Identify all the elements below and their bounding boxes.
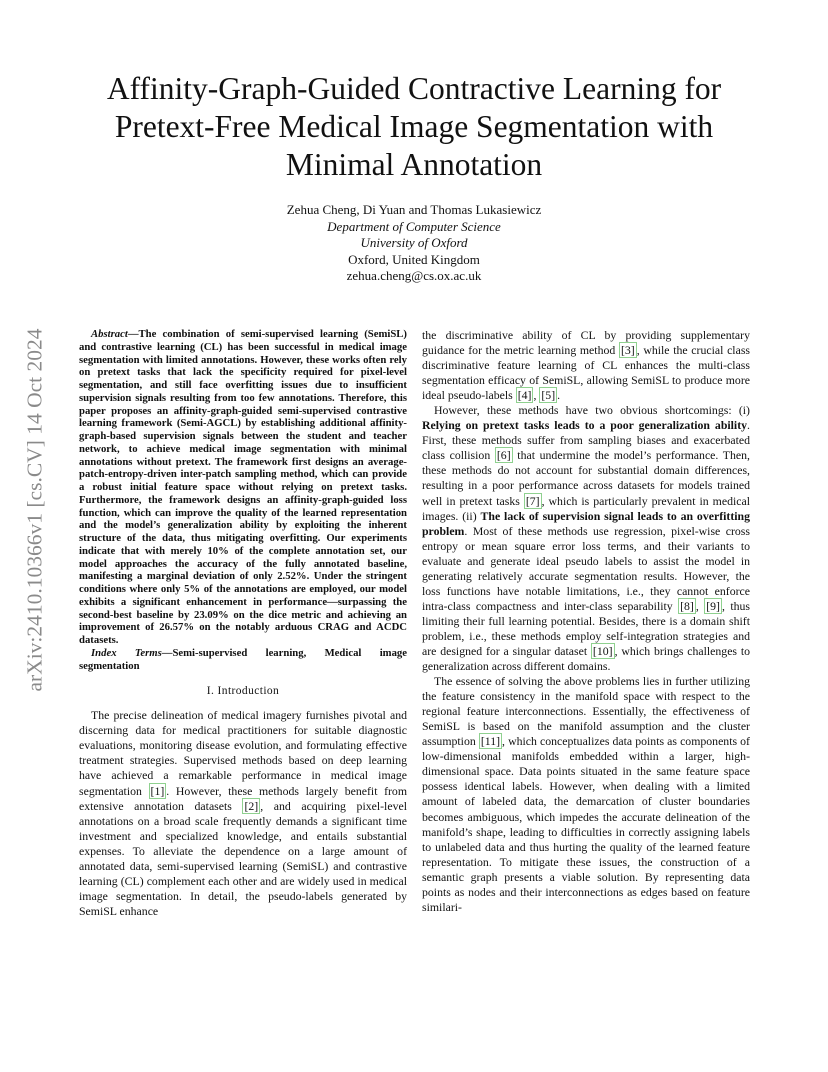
section-heading: I. Introduction [206, 685, 280, 698]
index-terms-text: —Semi-supervised learning, Medical image segmentation [79, 646, 407, 672]
university: University of Oxford [360, 235, 468, 250]
paper-title [60, 70, 768, 184]
citation-link[interactable]: [1] [150, 783, 165, 798]
emphasis: The lack of supervision signal leads to an overfitting problem [422, 508, 750, 538]
arxiv-watermark [22, 290, 48, 730]
title-line: Affinity-Graph-Guided Contractive Learning for [106, 71, 722, 106]
citation-link[interactable]: [5] [541, 388, 556, 403]
title-line: Pretext-Free Medical Image Segmentation with [114, 109, 714, 144]
arxiv-id: arXiv:2410.10366v1 [cs.CV] 14 Oct 2024 [22, 328, 47, 692]
citation-link[interactable]: [8] [680, 598, 694, 613]
intro-paragraph: The precise delineation of medical imagery furnishes pivotal and discerning data for medical practitioners for suitable diagnostic evaluations, monitoring disease evolution, and formulating effective treatment strategies. Supervised methods based on deep learning have achieved a remarkable performance in medical image segmentation [1] . However, these methods largely benefit from extensive annotation datasets [2] , and acquiring pixel-level annotations on a broad scale frequently demands a significant time investment and specialized knowledge, and entails substantial expenses. To alleviate the dependence on a large amount of annotated data, semi-supervised learning (SemiSL) and contrastive learning (CL) complement each other and are widely used in medical image segmentation. In detail, the pseudo-labels generated by SemiSL enhance [79, 708, 408, 918]
citation-link[interactable]: [9] [706, 598, 720, 613]
left-column [79, 328, 407, 919]
author-names: Zehua Cheng, Di Yuan and Thomas Lukasiewicz [286, 202, 542, 217]
title-line: Minimal Annotation [285, 147, 543, 182]
citation-link[interactable]: [6] [496, 448, 511, 463]
index-terms-label: Index Terms [91, 646, 162, 659]
author-block [60, 202, 768, 285]
right-column [422, 328, 750, 915]
citation-link[interactable]: [2] [244, 798, 259, 813]
citation-link[interactable]: [10] [592, 643, 613, 658]
abstract [79, 328, 407, 647]
citation-link[interactable]: [4] [517, 388, 532, 403]
body-paragraph: However, these methods have two obvious shortcomings: (i) Relying on pretext tasks leads to a poor generalization ability. First, these methods suffer from sampling biases and exacerbated class collision [6] that undermine the model’s performance. Then, these methods do not account for substantial domain differences, resulting in a poor performance across datasets for models trained well in pretext tasks [7] , which is particularly prevalent in medical images. (ii) The lack of supervision signal leads to an overfitting problem. Most of these methods use regression, pixel-wise cross entropy or mean square error loss terms, and their variants to evaluate and generate ideal pseudo labels to assist the model in generating relatively accurate segmentation results. However, the loss functions have notable limitations, i.e., they cannot enforce intra-class compactness and inter-class separability [8] , [9] , thus limiting their full learning potential. Besides, there is a domain shift problem, i.e., these methods employ self-integration strategies and are designed for a singular dataset [10] , which brings challenges to generalization across different domains. [422, 403, 751, 674]
department: Department of Computer Science [327, 218, 501, 234]
citation-link[interactable]: [7] [525, 493, 540, 508]
citation-link[interactable]: [3] [620, 343, 635, 358]
abstract-label: Abstract [91, 328, 128, 340]
emphasis: Relying on pretext tasks leads to a poor generalization ability [422, 418, 748, 433]
location: Oxford, United Kingdom [348, 251, 480, 267]
citation-link[interactable]: [11] [480, 734, 501, 749]
body-paragraph: The essence of solving the above problems lies in further utilizing the feature consistency in the manifold space with respect to the regional feature interconnections. Essentially, the effectiveness of SemiSL is based on the manifold assumption and the cluster assumption [11] , which conceptualizes data points as components of low-dimensional manifolds embedded within a larger, high-dimensional space. Data points situated in the same feature space possess identical labels. However, when dealing with a limited amount of labeled data, the demarcation of cluster boundaries becomes ambiguous, which impedes the accurate delineation of the manifold’s shape, leading to difficulties in correctly assigning labels to unlabeled data and thus hurting the quality of the learned feature representation. To mitigate these issues, the construction of a semantic graph presents a viable solution. By representing data points as nodes and their interconnections as edges based on feature similari- [422, 674, 750, 914]
email: zehua.cheng@cs.ox.ac.uk [346, 268, 482, 283]
abstract-text: —The combination of semi-supervised learning (SemiSL) and contrastive learning (CL) has been successful in medical image segmentation with limited annotations. However, these works often rely on pretext tasks that lack the specificity required for pixel-level segmentation, and still face overfitting issues due to insufficient supervision signals resulting from too few annotations. Therefore, this paper proposes an affinity-graph-guided semi-supervised contrastive learning framework (Semi-AGCL) by establishing additional affinity-graph-based supervision signals between the student and teacher network, to achieve medical image segmentation with minimal annotations without pretext. The framework first designs an average-patch-entropy-driven inter-patch sampling method, which can provide a robust initial feature space without relying on pretext tasks. Furthermore, the framework designs an affinity-graph-guided loss function, which can improve the quality of the learned representation and the model’s generalization ability by exploiting the inherent structure of the data, thus mitigating overfitting. Our experiments indicate that with merely 10% of the complete annotation set, our model approaches the accuracy of the fully annotated baseline, manifesting a marginal deviation of only 2.52%. Under the stringent conditions where only 5% of the annotations are employed, our model exhibits a significant enhancement in performance—surpassing the second-best baseline by 23.09% on the dice metric and achieving an improvement of 26.57% on the notably arduous CRAG and ACDC datasets. [79, 328, 407, 646]
index-terms [79, 647, 407, 673]
body-paragraph: the discriminative ability of CL by providing supplementary guidance for the metric learning method [3] , while the crucial class discriminative feature learning of CL enhances the multi-class segmentation efficacy of SemiSL, allowing SemiSL to produce more ideal pseudo-labels [4] , [5] . [422, 328, 750, 403]
